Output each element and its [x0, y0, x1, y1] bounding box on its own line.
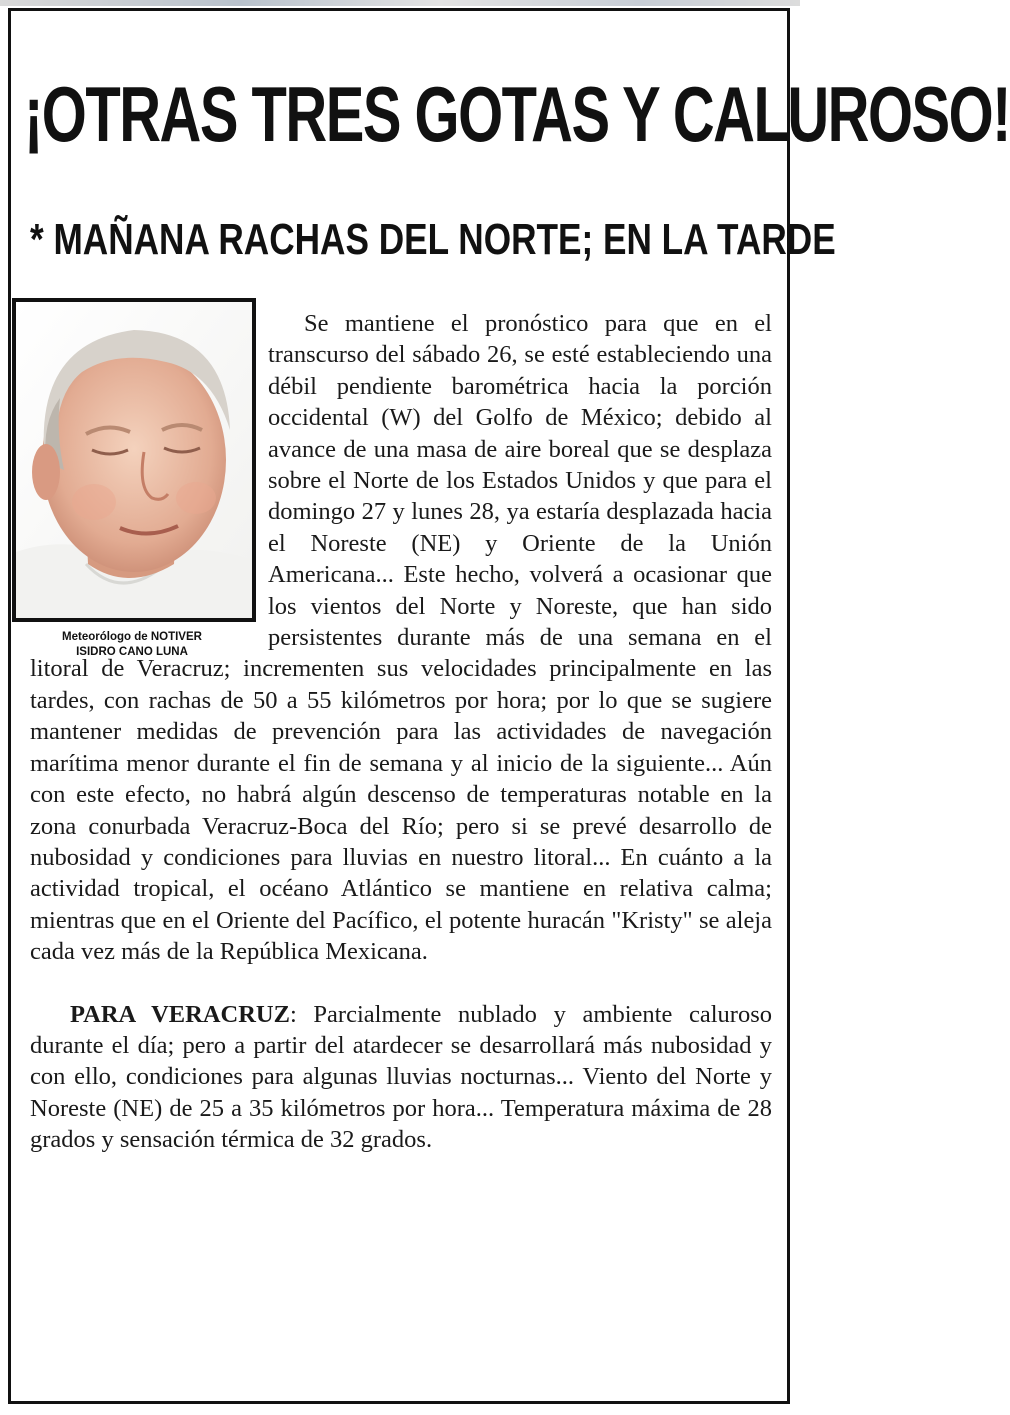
paragraph-2-label: PARA VERACRUZ: [70, 1000, 290, 1028]
caption-line-1: Meteorólogo de NOTIVER: [62, 631, 202, 643]
photo-spacer: [30, 308, 268, 650]
caption-line-2: ISIDRO CANO LUNA: [76, 646, 188, 658]
top-color-strip: [0, 0, 800, 6]
paragraph-2-body: : Parcialmente nublado y ambiente caluroso durante el día; pero a partir del atardecer se desarrollará más nubosidad y con ello, condiciones para algunas lluvias nocturnas... Viento del Norte y Noreste (NE) de 25 a 35 kilómetros por hora... Temperatura máxima de 28 grados y sensación térmica de 32 grados.: [30, 1000, 772, 1154]
subheadline: * MAÑANA RACHAS DEL NORTE; EN LA TARDE: [30, 215, 836, 264]
paragraph-1: Se mantiene el pronóstico para que en el transcurso del sábado 26, se esté estableciendo una débil pendiente barométrica hacia la porción occidental (W) del Golfo de México; debido al avance de una masa de aire boreal que se desplaza sobre el Norte de los Estados Unidos y que para el domingo 27 y lunes 28, ya estaría desplazada hacia el Noreste (NE) y Oriente de la Unión Americana... Este hecho, volverá a ocasionar que los vientos del Norte y Noreste, que han sido persistentes durante más de una semana en el litoral de Veracruz; incrementen sus velocidades principalmente en las tardes, con rachas de 50 a 55 kilómetros por hora; por lo que se sugiere mantener medidas de prevención para las actividades de navegación marítima menor durante el fin de semana y al inicio de la siguiente... Aún con este efecto, no habrá algún descenso de temperaturas notable en la zona conurbada Veracruz-Boca del Río; pero si se prevé desarrollo de nubosidad y condiciones para lluvias en nuestro litoral... En cuánto a la actividad tropical, el océano Atlántico se mantiene en relativa calma; mientras que en el Oriente del Pacífico, el potente huracán "Kristy" se aleja cada vez más de la República Mexicana.: [30, 310, 772, 966]
headline: ¡OTRAS TRES GOTAS Y CALUROSO!: [24, 70, 1010, 158]
article-body: [30, 308, 772, 1156]
paragraph-2: [30, 999, 772, 1156]
